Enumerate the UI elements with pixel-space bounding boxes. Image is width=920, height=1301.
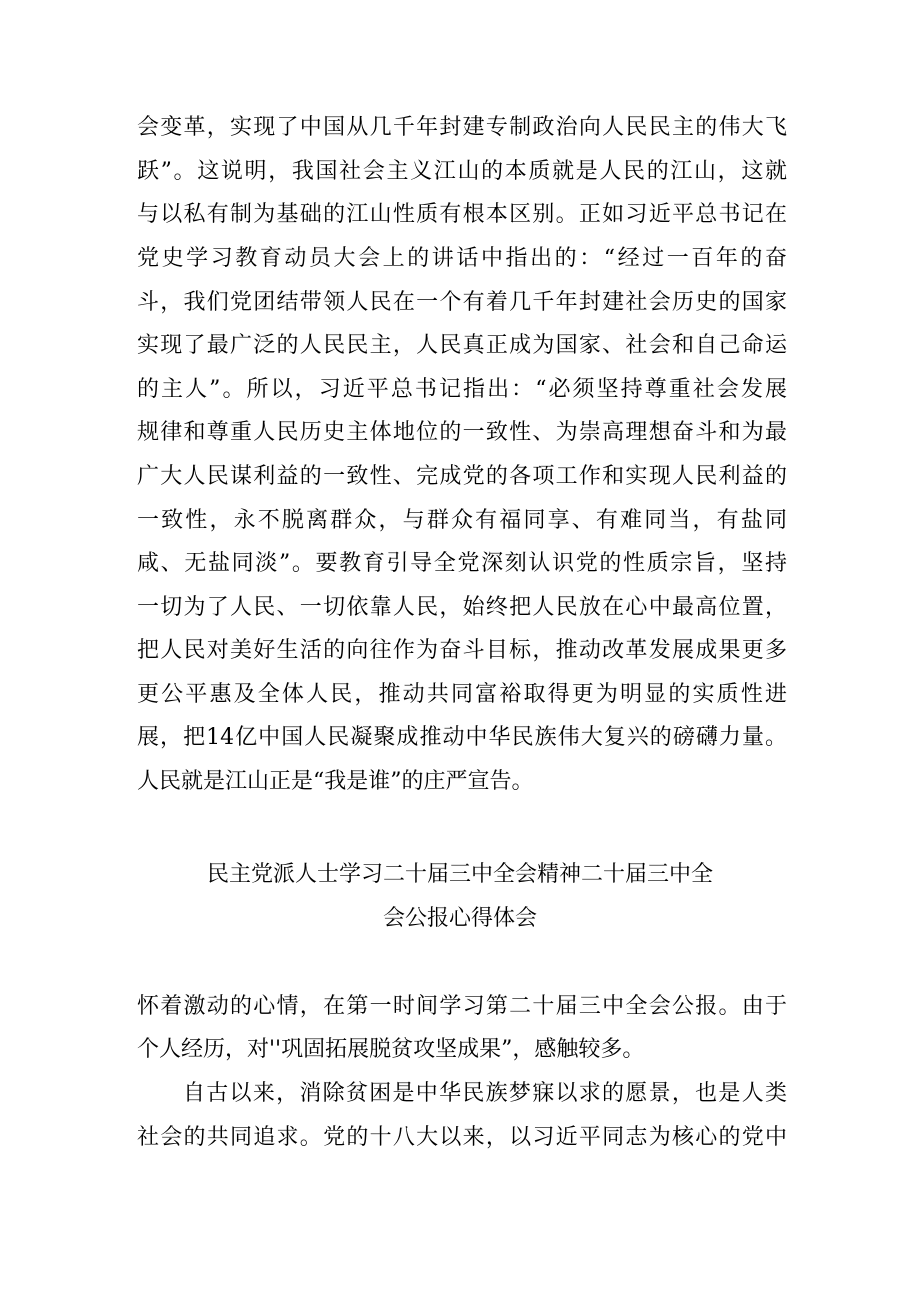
paragraph-line: 会变革，实现了中国从几千年封建专制政治向人民民主的伟大飞: [137, 115, 787, 140]
paragraph-line: 斗，我们党团结带领人民在一个有着几千年封建社会历史的国家: [137, 290, 787, 315]
paragraph-line: 党史学习教育动员大会上的讲话中指出的：“经过一百年的奋: [137, 246, 787, 271]
paragraph-line: 展，把14亿中国人民凝聚成推动中华民族伟大复兴的磅礴力量。: [137, 725, 787, 750]
paragraph-line: 把人民对美好生活的向往作为奋斗目标，推动改革发展成果更多: [137, 638, 787, 663]
paragraph-line: 社会的共同追求。党的十八大以来，以习近平同志为核心的党中: [137, 1125, 787, 1150]
paragraph-line: 一致性，永不脱离群众，与群众有福同享、有难同当，有盐同: [137, 508, 787, 533]
section-heading: 民主党派人士学习二十届三中全会精神二十届三中全: [206, 862, 713, 887]
section-heading: 会公报心得体会: [382, 906, 537, 931]
paragraph-line: 与以私有制为基础的江山性质有根本区别。正如习近平总书记在: [137, 202, 787, 227]
paragraph-line: 怀着激动的心情，在第一时间学习第二十届三中全会公报。由于: [137, 994, 787, 1019]
paragraph-line: 规律和尊重人民历史主体地位的一致性、为崇高理想奋斗和为最: [137, 420, 787, 445]
paragraph-line: 广大人民谋利益的一致性、完成党的各项工作和实现人民利益的: [137, 464, 787, 489]
paragraph-line: 自古以来，消除贫困是中华民族梦寐以求的愿景，也是人类: [183, 1081, 787, 1106]
paragraph-line: 更公平惠及全体人民，推动共同富裕取得更为明显的实质性进: [137, 682, 787, 707]
paragraph-line: 一切为了人民、一切依靠人民，始终把人民放在心中最高位置，: [137, 595, 787, 620]
paragraph-line: 跃”。这说明，我国社会主义江山的本质就是人民的江山，这就: [137, 159, 787, 184]
paragraph-line: 实现了最广泛的人民民主，人民真正成为国家、社会和自己命运: [137, 333, 787, 358]
paragraph-line: 的主人”。所以，习近平总书记指出：“必须坚持尊重社会发展: [137, 377, 787, 402]
paragraph-line: 个人经历，对''巩固拓展脱贫攻坚成果”，感触较多。: [137, 1037, 645, 1062]
paragraph-line: 咸、无盐同淡”。要教育引导全党深刻认识党的性质宗旨，坚持: [137, 551, 787, 576]
paragraph-line: 人民就是江山正是“我是谁”的庄严宣告。: [137, 769, 534, 794]
